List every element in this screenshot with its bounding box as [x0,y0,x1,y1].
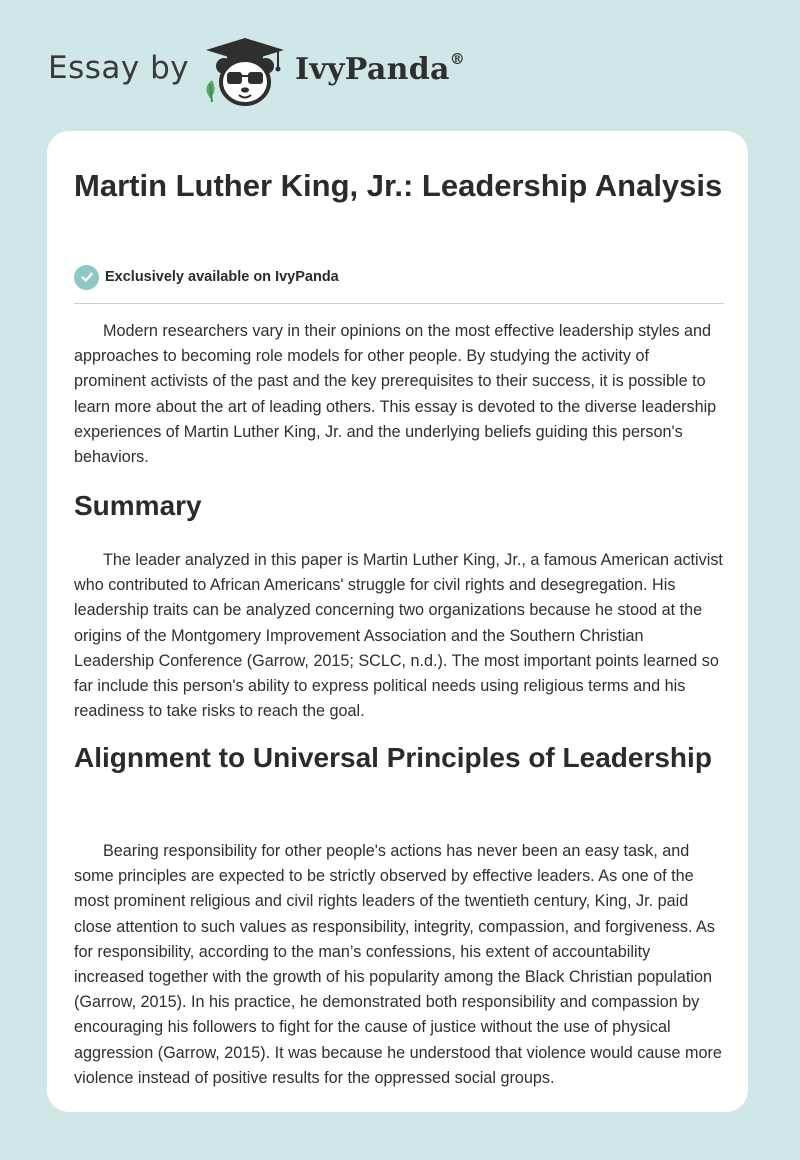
brand-name: IvyPanda [295,52,450,87]
essay-card [47,131,748,1112]
essay-by-label: Essay by [48,50,190,86]
section-heading-summary: Summary [74,490,202,521]
exclusive-badge [74,264,339,290]
summary-paragraph: The leader analyzed in this paper is Martin Luther King, Jr., a famous American activist who contributed to African Americans' struggle for civil rights and desegregation. His leadership traits can be analyzed concerning two organizations because he stood at the origins of the Montgomery Improvement Association and the Southern Christian Leadership Conference (Garrow, 2015; SCLC, n.d.). The most important points learned so far include this person's ability to express political needs using religious terms and his readiness to take risks to reach the goal. [74,551,723,721]
check-icon [74,265,99,290]
section-heading-alignment: Alignment to Universal Principles of Leadership [74,742,712,773]
registered-mark: ® [449,50,466,68]
site-header [0,0,800,130]
divider [74,303,724,304]
brand-logo-text[interactable] [295,52,465,87]
intro-paragraph: Modern researchers vary in their opinions on the most effective leadership styles and approaches to becoming role models for other people. By studying the activity of prominent activists of the past and the key prerequisites to their success, it is possible to learn more about the art of leading others. This essay is devoted to the diverse leadership experiences of Martin Luther King, Jr. and the underlying beliefs guiding this person's behaviors. [74,322,717,467]
essay-title: Martin Luther King, Jr.: Leadership Analysis [74,168,723,203]
panda-graduate-icon [200,36,290,108]
exclusive-label: Exclusively available on IvyPanda [105,269,339,285]
alignment-paragraph: Bearing responsibility for other people's actions has never been an easy task, and some principles are expected to be strictly observed by effective leaders. As one of the most prominent religious and civil rights leaders of the twentieth century, King, Jr. paid close attention to such values as responsibility, integrity, compassion, and forgiveness. As for responsibility, according to the man’s confessions, his extent of accountability increased together with the growth of his popularity among the Black Christian population (Garrow, 2015). In his practice, he demonstrated both responsibility and compassion by encouraging his followers to fight for the cause of justice without the use of physical aggression (Garrow, 2015). It was because he understood that violence would cause more violence instead of positive results for the oppressed social groups. [74,842,722,1087]
